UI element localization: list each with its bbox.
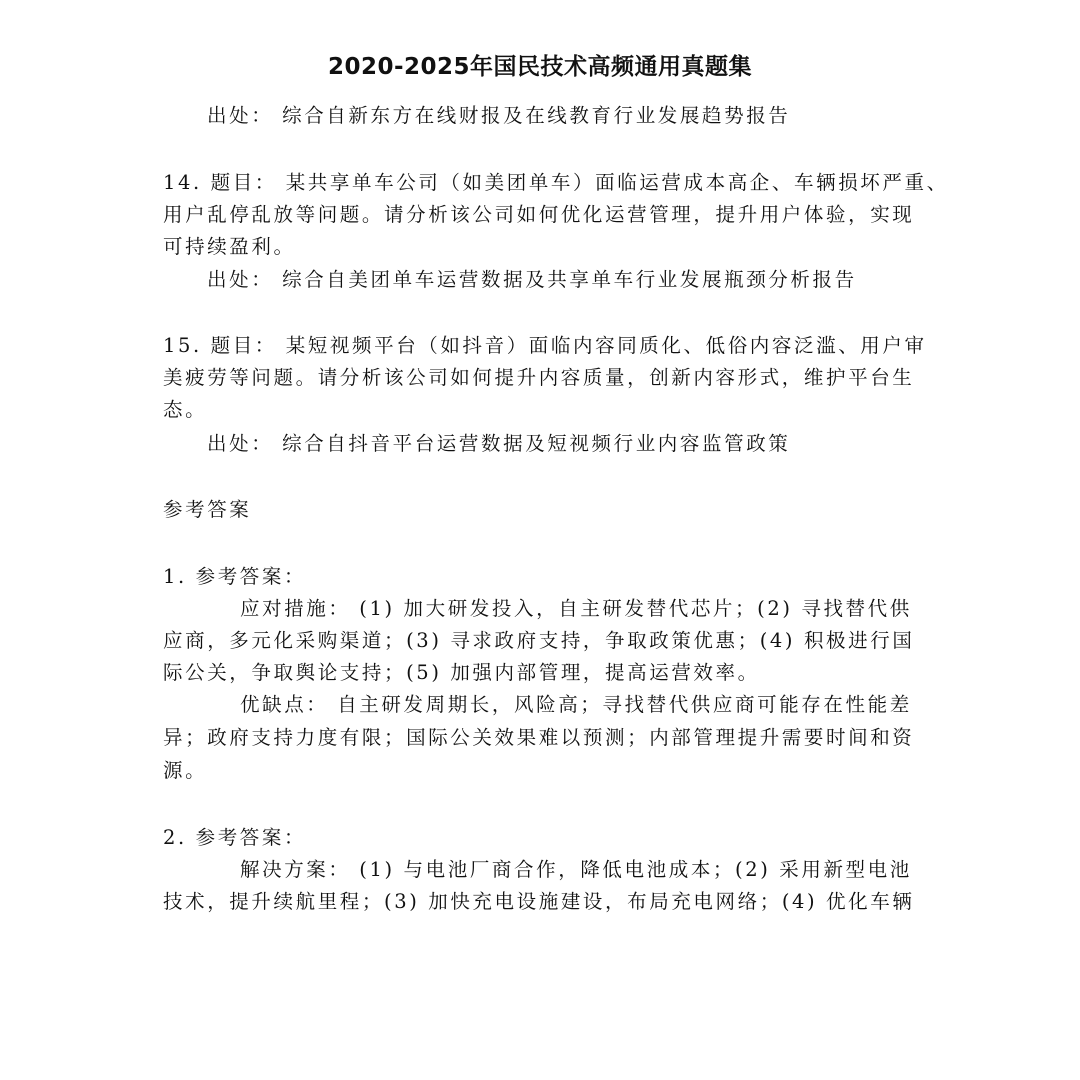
answer-1-line-4: 优缺点： 自主研发周期长，风险高；寻找替代供应商可能存在性能差: [240, 693, 912, 716]
answer-2-line-1: 解决方案： (1) 与电池厂商合作，降低电池成本；(2) 采用新型电池: [240, 858, 912, 881]
document-title: 2020-2025年国民技术高频通用真题集: [327, 54, 753, 80]
question-14-line-2: 用户乱停乱放等问题。请分析该公司如何优化运营管理，提升用户体验，实现: [163, 203, 915, 226]
answer-1-line-1: 应对措施： (1) 加大研发投入，自主研发替代芯片；(2) 寻找替代供: [240, 597, 912, 620]
question-14-source: 出处： 综合自美团单车运营数据及共享单车行业发展瓶颈分析报告: [207, 268, 857, 291]
reference-answers-heading: 参考答案: [163, 498, 252, 521]
answer-1-line-6: 源。: [163, 759, 208, 782]
answer-1-line-3: 际公关，争取舆论支持；(5) 加强内部管理，提高运营效率。: [163, 661, 760, 684]
question-15-line-1: 15. 题目： 某短视频平台（如抖音）面临内容同质化、低俗内容泛滥、用户审: [163, 334, 927, 357]
question-15-source: 出处： 综合自抖音平台运营数据及短视频行业内容监管政策: [207, 432, 791, 455]
question-14-line-3: 可持续盈利。: [163, 235, 296, 258]
source-line: 出处： 综合自新东方在线财报及在线教育行业发展趋势报告: [207, 104, 791, 127]
question-14-line-1: 14. 题目： 某共享单车公司（如美团单车）面临运营成本高企、车辆损坏严重、: [163, 171, 949, 194]
question-15-line-2: 美疲劳等问题。请分析该公司如何提升内容质量，创新内容形式，维护平台生: [163, 366, 915, 389]
answer-2-heading: 2. 参考答案：: [163, 826, 307, 849]
answer-2-line-2: 技术，提升续航里程；(3) 加快充电设施建设，布局充电网络；(4) 优化车辆: [163, 890, 915, 913]
question-15-line-3: 态。: [163, 398, 208, 421]
answer-1-heading: 1. 参考答案：: [163, 565, 307, 588]
answer-1-line-2: 应商，多元化采购渠道；(3) 寻求政府支持，争取政策优惠；(4) 积极进行国: [163, 629, 915, 652]
answer-1-line-5: 异；政府支持力度有限；国际公关效果难以预测；内部管理提升需要时间和资: [163, 726, 915, 749]
